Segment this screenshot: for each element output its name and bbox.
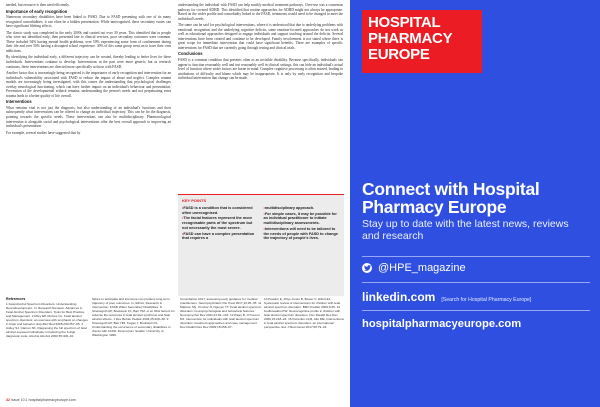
reference-list: 1 Fetal Alcohol Spectrum Disorders: Understanding Neurodevelopment. In: Research Reviews. Advances in Fetal Alcohol Spectrum Disorders. Tools for Best Practice and Management. 2 Riley EP, McGee CL. Fetal alcohol spectrum disorders: an overview with emphasis on changes in brain and behavior. Exp Biol Med 2005;230:357–65. 3 Astley SJ, Clarren SK. Diagnosing the full spectrum of fetal alcohol-exposed individuals: introducing the 4-digit diagnostic code. Alcohol Alcohol 2000;35:400–10. [6, 301, 88, 338]
twitter-bird-icon [362, 263, 372, 273]
key-points-left [182, 206, 259, 242]
section-heading-interventions: Interventions [6, 99, 32, 105]
key-point: • The facial features represent the more recognisable parts of the spectrum but not necessarily the most severe. [182, 216, 259, 230]
key-points-title: KEY POINTS [182, 198, 207, 203]
paragraph: What remains vital is not just the diagnosis, but also understanding of an individual's functions and their subsequently what interventions can be offered to change an individual trajectory. This can be for the diagnosis, pointing towards the specific needs. These interventions can also be multidisciplinary. Pharmacological intervention is alongside social and psychological interventions offer the best overall approach to improving an individual's presentation. [6, 105, 171, 129]
paragraph: The classic study was completed in the early 2000s and carried out over 30 years. This identified that in people who were not identified early, then presented late to clinical services, poor secondary outcomes were common. These included 94% having mental health problems, over 50% experiencing some form of confinement during their life and over 50% having a disrupted school experience. 30% of this same group went on to have their own addictions. [6, 30, 171, 53]
logo-line: PHARMACY [368, 30, 453, 47]
twitter-handle: @HPE_magazine [378, 262, 466, 274]
key-point: • multidisciplinary approach. [264, 206, 341, 211]
references-column-2 [92, 298, 176, 338]
references-title: References [6, 297, 26, 301]
paragraph: The same can be said for psychological interventions, where it is understood that due to underlying problems with emotional recognition and the underlying cognitive deficits, some emotion-focused approaches do not work as well as educational approaches designed to engage individuals and support teaching around the deficits. Several interventions have been created and continue to be developed. Family involvement is not stated where there is great scope for immediate intervention that could have significant benefits. There are examples of specific interventions for FASD that are currently going through testing and clinical trials. [178, 23, 343, 50]
section-heading-early-recognition: Importance of early recognition [6, 8, 68, 14]
logo-line: EUROPE [368, 46, 430, 63]
paragraph: By identifying the individual early, a different trajectory can be created, thereby leading to better lives for these individuals. Interventions continue to develop. Interventions in the past were more generic, but as research continues, these interventions are directed more specifically at those with FASD. [6, 55, 171, 69]
divider [362, 256, 590, 257]
linkedin-label: linkedin.com [362, 290, 436, 304]
paragraph: FASD is a common condition that presents often as an invisible disability. Because specifically, individuals can appear to function reasonably well and test reasonably well in clinical settings, this can hide an individual's actual level of function where wider factors are borne in mind. Complex cognitive processing is often missed, leading to attributions of difficulty and blame which may be inappropriate. It is only by early recognition and bespoke individual intervention that change can be made. [178, 58, 343, 81]
paragraph: understanding the individual with FASD can help modify medical treatment pathways. Over-use was a consensus pathway for covered ADHD. This identified that routine approaches for ADHD might not always be appropriate. Based on the wider profile and comorbidity linked to the FASD, treatments would need to be changed to meet the individual's needs. [178, 3, 343, 21]
references-column-4 [264, 298, 346, 330]
issue-info: Issue 10.1 hospitalpharmacyeurope.com [11, 398, 76, 402]
intro-paragraph: needed, but resource is then used efficiently. [6, 3, 70, 7]
references-column-3 [180, 298, 262, 330]
key-points-box [178, 194, 344, 296]
key-points-right [264, 206, 341, 242]
advertisement-panel [350, 0, 600, 407]
article-column-2 [178, 3, 343, 83]
linkedin-search-hint: [Search for Hospital Pharmacy Europe] [441, 297, 532, 303]
ad-headline: Connect with Hospital Pharmacy Europe [362, 179, 540, 217]
ad-subline: Stay up to date with the latest news, reviews and research [362, 218, 569, 242]
page-footer [6, 398, 76, 402]
divider [362, 310, 590, 311]
paragraph: Another factor that is increasingly being recognised is the importance of early recognition and intervention for an individual's vulnerability associated with FASD to reduce the impact of abuse and neglect. Complex trauma models are increasingly being investigated, with this comes the understanding that psychological challenges overlay neurological functioning, which can have further impact on an individual's behaviour and presentation. Prevention of the developmental setback remains, understanding the person's needs and not perpetuating extra trauma leads to a better quality of life overall. [6, 71, 171, 98]
page-number: 32 [6, 398, 10, 402]
brand-logo [362, 10, 482, 73]
reference-list: failure to anticipate and intervene can produce long-term trajectory of poor outcomes. In: Ethics, Research & Intervention. FASD Wider Secondary Disabilities. 8 Streissguth AP, Bookstein FL, Barr HM, et al. Risk factors for adverse life outcomes in fetal alcohol syndrome and fetal alcohol effects. J Dev Behav Pediatr 2004;25:228–38. 9 Streissguth AP, Barr HM, Kogan J, Bookstein FL. Understanding the occurrence of secondary disabilities in clients with FASD. Final report. Seattle: University of Washington 1996. [92, 297, 175, 337]
paragraph: For example, several studies have suggested that by [6, 130, 81, 135]
paragraph: Numerous secondary disabilities have been linked to FASD. Due to FASD presenting with one of its many recognised comorbidities, it can often be a hidden presentation. While unrecognised, these secondary issues can have significant lifelong effects. [6, 15, 171, 29]
key-point: • FASD is a condition that is considered often unrecognised. [182, 206, 259, 215]
website-url[interactable]: hospitalpharmacyeurope.com [362, 318, 522, 330]
reference-list: 13 Peadon E, Rhys-Jones B, Bower C, Elliott EJ. Systematic review of interventions for children with fetal alcohol spectrum disorders. BMC Pediatr 2009;9:35. 14 Kodituwakku PW. Neurocognitive profile in children with fetal alcohol spectrum disorders. Dev Disabil Res Rev 2009;15:218–24. 15 Petrenko CLM, Alto ME. Interventions in fetal alcohol spectrum disorders: an international perspective. Eur J Med Genet 2017;60:79–91. [264, 297, 344, 329]
linkedin-row[interactable] [362, 290, 531, 304]
logo-line: HOSPITAL [368, 14, 441, 31]
reference-list: Consultation 2017: assessing early guidance for medical practitioners. Neuropsychiatric Dis Treat 2017;13:25–35. 11 Mattson SN, Crocker N, Nguyen TT. Fetal alcohol spectrum disorders: neuropsychological and behavioral features. Neuropsychol Rev 2011;21:81–101. 12 Paley B, O'Connor MJ. Intervention for individuals with fetal alcohol spectrum disorders: treatment approaches and case management. Dev Disabil Res Rev 2009;15:258–67. [180, 297, 262, 329]
references-column-1 [6, 298, 88, 339]
key-point: • Interventions will need to be tailored to the needs of people with FASD to change the trajectory of people's lives. [264, 227, 341, 241]
key-point: • For simple cases, it may be possible for an individual practitioner to initiate multidisciplinary assessments. [264, 212, 341, 226]
key-point: • FASD can have a complex presentation that requires a [182, 232, 259, 241]
section-heading-conclusions: Conclusions [178, 51, 203, 57]
article-column-1 [6, 3, 171, 137]
twitter-handle-row[interactable] [362, 262, 466, 274]
divider [362, 282, 590, 283]
